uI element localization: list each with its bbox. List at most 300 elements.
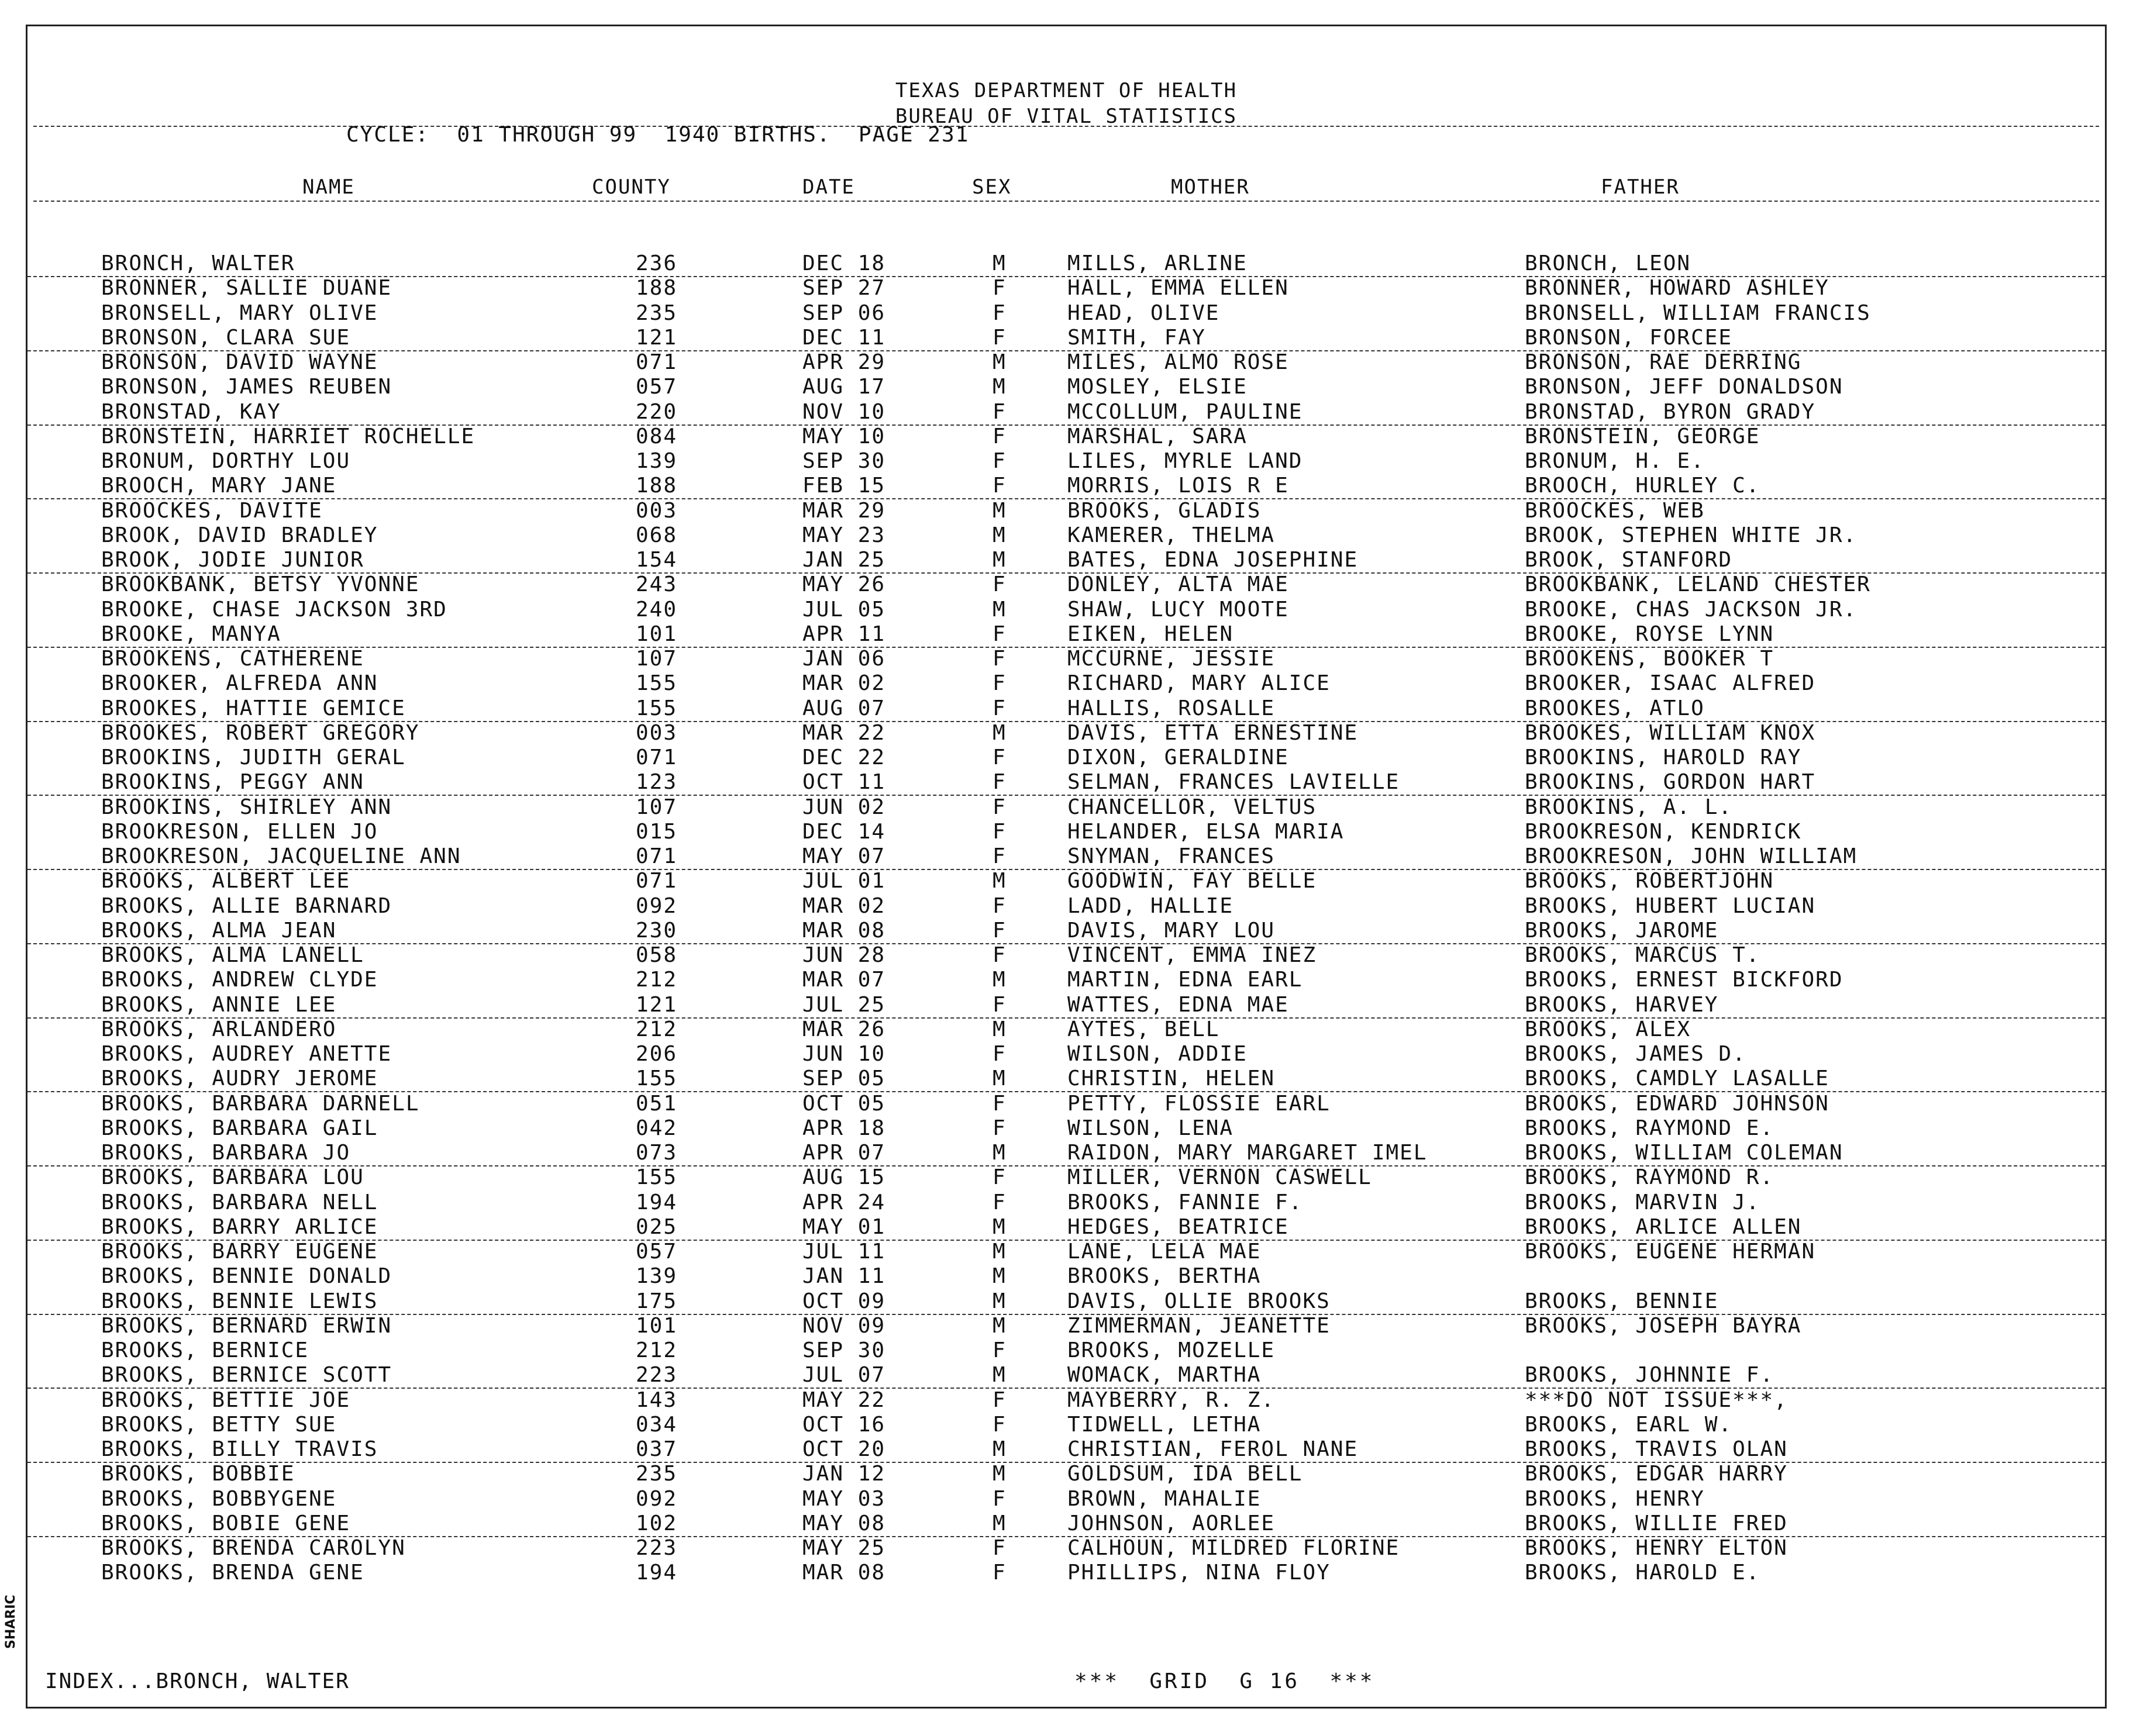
- record-father: BROOKS, HARVEY: [1525, 992, 1719, 1017]
- record-row: [27, 1462, 2105, 1486]
- record-row: [27, 919, 2105, 944]
- record-name: BROOKS, BETTY SUE: [101, 1412, 337, 1437]
- record-sex: F: [993, 1536, 1007, 1560]
- record-name: BROOKS, BERNARD ERWIN: [101, 1313, 392, 1338]
- record-name: BROOKS, ARLANDERO: [101, 1017, 337, 1041]
- record-name: BROOKS, ALMA JEAN: [101, 918, 337, 943]
- record-row: [27, 1338, 2105, 1363]
- record-county: 068: [636, 523, 678, 547]
- record-mother: EIKEN, HELEN: [1067, 622, 1234, 646]
- record-county: 143: [636, 1388, 678, 1412]
- record-county: 051: [636, 1091, 678, 1116]
- record-mother: GOODWIN, FAY BELLE: [1067, 869, 1317, 893]
- record-sex: F: [993, 1190, 1007, 1214]
- record-mother: WILSON, ADDIE: [1067, 1042, 1248, 1066]
- record-row: [27, 1240, 2105, 1264]
- record-county: 092: [636, 1486, 678, 1511]
- record-county: 003: [636, 720, 678, 745]
- record-row: [27, 326, 2105, 351]
- record-county: 042: [636, 1116, 678, 1140]
- record-row: [27, 943, 2105, 968]
- record-name: BRONSELL, MARY OLIVE: [101, 301, 378, 325]
- record-father: BRONSON, JEFF DONALDSON: [1525, 375, 1843, 399]
- record-county: 003: [636, 498, 678, 523]
- record-name: BROOKINS, JUDITH GERAL: [101, 746, 406, 769]
- record-father: BROOKES, ATLO: [1525, 696, 1705, 720]
- record-date: DEC 18: [802, 251, 886, 275]
- record-father: BROOKS, HENRY: [1525, 1486, 1705, 1511]
- record-date: MAR 02: [802, 671, 886, 696]
- record-mother: LILES, MYRLE LAND: [1067, 449, 1303, 473]
- record-date: MAR 08: [802, 918, 886, 943]
- record-date: SEP 05: [802, 1067, 886, 1091]
- record-county: 071: [636, 350, 678, 374]
- record-mother: MCCOLLUM, PAULINE: [1067, 399, 1303, 424]
- record-father: BROOKS, ARLICE ALLEN: [1525, 1214, 1802, 1239]
- record-row: [27, 1314, 2105, 1338]
- col-header-father: FATHER: [1601, 175, 1680, 199]
- record-row: [27, 721, 2105, 746]
- record-name: BROOKS, BARBARA GAIL: [101, 1116, 378, 1140]
- record-county: 139: [636, 449, 678, 473]
- record-name: BROOKRESON, JACQUELINE ANN: [101, 844, 461, 868]
- record-row: [27, 375, 2105, 399]
- record-father: BROOKINS, HAROLD RAY: [1525, 746, 1802, 769]
- record-sex: M: [993, 1462, 1007, 1486]
- record-father: BROOKBANK, LELAND CHESTER: [1525, 572, 1871, 597]
- record-sex: M: [993, 1363, 1007, 1388]
- record-county: 107: [636, 647, 678, 671]
- record-row: [27, 696, 2105, 722]
- record-father: BROOKS, HAROLD E.: [1525, 1561, 1760, 1585]
- record-row: [27, 350, 2105, 375]
- record-row: [27, 869, 2105, 893]
- record-county: 188: [636, 276, 678, 301]
- record-sex: F: [993, 325, 1007, 350]
- record-date: MAR 22: [802, 720, 886, 745]
- record-sex: F: [993, 572, 1007, 597]
- record-name: BROOKS, BARBARA DARNELL: [101, 1091, 420, 1116]
- record-sex: M: [993, 1289, 1007, 1313]
- record-date: MAY 10: [802, 424, 886, 448]
- record-date: APR 18: [802, 1116, 886, 1140]
- record-mother: MARSHAL, SARA: [1067, 424, 1248, 448]
- record-name: BROOKS, BARBARA JO: [101, 1141, 351, 1165]
- record-date: JAN 06: [802, 647, 886, 671]
- record-sex: M: [993, 1511, 1007, 1535]
- record-sex: M: [993, 1017, 1007, 1041]
- record-father: BROOKS, RAYMOND E.: [1525, 1116, 1774, 1140]
- record-row: [27, 1190, 2105, 1215]
- record-father: BROOKER, ISAAC ALFRED: [1525, 671, 1816, 696]
- record-county: 121: [636, 325, 678, 350]
- record-father: BRONSELL, WILLIAM FRANCIS: [1525, 301, 1871, 325]
- record-name: BROOKS, ANNIE LEE: [101, 992, 337, 1017]
- record-row: [27, 1042, 2105, 1067]
- col-header-date: DATE: [802, 175, 855, 199]
- record-sex: M: [993, 548, 1007, 572]
- record-county: 212: [636, 1338, 678, 1362]
- record-mother: WATTES, EDNA MAE: [1067, 992, 1289, 1017]
- record-county: 188: [636, 474, 678, 498]
- col-header-name: NAME: [302, 175, 355, 199]
- record-date: JUL 07: [802, 1363, 886, 1388]
- record-father: BROOKS, MARVIN J.: [1525, 1190, 1760, 1214]
- record-father: BROOCH, HURLEY C.: [1525, 474, 1760, 498]
- record-name: BROOK, DAVID BRADLEY: [101, 523, 378, 547]
- record-sex: M: [993, 498, 1007, 523]
- record-county: 223: [636, 1536, 678, 1560]
- record-father: ***DO NOT ISSUE***,: [1525, 1388, 1788, 1412]
- record-name: BROOKS, BERNICE: [101, 1338, 309, 1362]
- record-county: 155: [636, 1165, 678, 1190]
- record-date: SEP 06: [802, 301, 886, 325]
- record-date: DEC 14: [802, 819, 886, 844]
- record-county: 235: [636, 301, 678, 325]
- side-margin-mark: SHARIC: [4, 1595, 18, 1649]
- record-father: BROOKS, ALEX: [1525, 1017, 1691, 1041]
- record-sex: F: [993, 424, 1007, 448]
- record-mother: HALLIS, ROSALLE: [1067, 696, 1276, 720]
- record-row: [27, 1116, 2105, 1141]
- record-sex: M: [993, 1437, 1007, 1461]
- record-county: 155: [636, 671, 678, 696]
- record-date: MAY 07: [802, 844, 886, 868]
- record-date: MAY 08: [802, 1511, 886, 1535]
- record-father: BROOKS, EDWARD JOHNSON: [1525, 1091, 1829, 1116]
- record-mother: MOSLEY, ELSIE: [1067, 375, 1248, 399]
- record-date: AUG 07: [802, 696, 886, 720]
- record-date: OCT 11: [802, 770, 886, 795]
- record-row: [27, 572, 2105, 597]
- record-county: 223: [636, 1363, 678, 1388]
- record-name: BRONUM, DORTHY LOU: [101, 449, 351, 473]
- record-name: BRONCH, WALTER: [101, 251, 295, 275]
- record-father: BROOKS, MARCUS T.: [1525, 943, 1760, 967]
- record-name: BROOKS, BRENDA CAROLYN: [101, 1536, 406, 1560]
- record-name: BRONSON, DAVID WAYNE: [101, 350, 378, 374]
- record-row: [27, 1017, 2105, 1042]
- record-row: [27, 449, 2105, 474]
- record-row: [27, 548, 2105, 574]
- column-divider: [33, 201, 2099, 202]
- record-mother: DAVIS, MARY LOU: [1067, 918, 1276, 943]
- record-row: [27, 1092, 2105, 1116]
- record-name: BRONSON, CLARA SUE: [101, 325, 351, 350]
- record-date: APR 29: [802, 350, 886, 374]
- record-sex: F: [993, 399, 1007, 424]
- record-county: 212: [636, 968, 678, 992]
- record-row: [27, 770, 2105, 796]
- record-father: BROOKS, JAROME: [1525, 918, 1719, 943]
- record-father: BROOKS, ROBERTJOHN: [1525, 869, 1774, 893]
- record-date: JAN 25: [802, 548, 886, 572]
- record-mother: PETTY, FLOSSIE EARL: [1067, 1091, 1331, 1116]
- record-row: [27, 1363, 2105, 1389]
- record-date: AUG 15: [802, 1165, 886, 1190]
- record-sex: F: [993, 622, 1007, 646]
- record-father: BROOKS, ERNEST BICKFORD: [1525, 968, 1843, 992]
- record-mother: WOMACK, MARTHA: [1067, 1363, 1262, 1388]
- record-sex: M: [993, 1313, 1007, 1338]
- record-father: BRONSON, FORCEE: [1525, 325, 1733, 350]
- cycle-line: CYCLE: 01 THROUGH 99 1940 BIRTHS. PAGE 231: [346, 123, 970, 147]
- header-divider: [33, 126, 2099, 127]
- record-county: 025: [636, 1214, 678, 1239]
- record-date: MAY 26: [802, 572, 886, 597]
- record-row: [27, 968, 2105, 992]
- record-name: BROOKS, BARBARA NELL: [101, 1190, 378, 1214]
- record-mother: CHANCELLOR, VELTUS: [1067, 795, 1317, 819]
- record-name: BROOKS, BERNICE SCOTT: [101, 1363, 392, 1388]
- record-name: BROOKS, BENNIE LEWIS: [101, 1289, 378, 1313]
- record-sex: M: [993, 1067, 1007, 1091]
- record-father: BROOKS, TRAVIS OLAN: [1525, 1437, 1788, 1461]
- record-row: [27, 1215, 2105, 1241]
- col-header-mother: MOTHER: [1171, 175, 1250, 199]
- record-sex: F: [993, 1042, 1007, 1066]
- record-county: 107: [636, 795, 678, 819]
- record-row: [27, 820, 2105, 844]
- record-county: 058: [636, 943, 678, 967]
- record-county: 206: [636, 1042, 678, 1066]
- record-date: SEP 27: [802, 276, 886, 301]
- record-date: NOV 09: [802, 1313, 886, 1338]
- record-county: 102: [636, 1511, 678, 1535]
- record-father: BROOKINS, GORDON HART: [1525, 770, 1816, 795]
- record-date: MAY 22: [802, 1388, 886, 1412]
- record-name: BROOKS, BOBBIE: [101, 1462, 295, 1486]
- record-name: BROOKS, BILLY TRAVIS: [101, 1437, 378, 1461]
- record-father: BROOCKES, WEB: [1525, 498, 1705, 523]
- record-sex: F: [993, 696, 1007, 720]
- record-row: [27, 424, 2105, 449]
- col-header-county: COUNTY: [592, 175, 671, 199]
- record-date: MAY 01: [802, 1214, 886, 1239]
- record-name: BROOKS, BOBIE GENE: [101, 1511, 351, 1535]
- record-name: BROOKRESON, ELLEN JO: [101, 819, 378, 844]
- record-sex: M: [993, 350, 1007, 374]
- record-row: [27, 746, 2105, 770]
- record-mother: BROOKS, FANNIE F.: [1067, 1190, 1303, 1214]
- record-county: 220: [636, 399, 678, 424]
- record-date: JUL 01: [802, 869, 886, 893]
- record-county: 175: [636, 1289, 678, 1313]
- record-mother: CHRISTIN, HELEN: [1067, 1067, 1276, 1091]
- record-sex: F: [993, 893, 1007, 918]
- record-row: [27, 1141, 2105, 1166]
- record-mother: MILES, ALMO ROSE: [1067, 350, 1289, 374]
- record-date: OCT 20: [802, 1437, 886, 1461]
- record-father: BROOKRESON, KENDRICK: [1525, 819, 1802, 844]
- record-name: BROOKES, HATTIE GEMICE: [101, 696, 406, 720]
- record-county: 230: [636, 918, 678, 943]
- record-sex: M: [993, 720, 1007, 745]
- record-name: BROOKENS, CATHERENE: [101, 647, 364, 671]
- record-date: JUL 25: [802, 992, 886, 1017]
- record-row: [27, 276, 2105, 301]
- record-name: BROOCKES, DAVITE: [101, 498, 323, 523]
- record-sex: M: [993, 869, 1007, 893]
- record-name: BROOKINS, PEGGY ANN: [101, 770, 364, 795]
- index-label: INDEX...BRONCH, WALTER: [45, 1669, 350, 1693]
- record-row: [27, 499, 2105, 523]
- record-mother: MILLS, ARLINE: [1067, 251, 1248, 275]
- record-date: DEC 22: [802, 746, 886, 769]
- record-name: BRONSON, JAMES REUBEN: [101, 375, 392, 399]
- record-sex: F: [993, 918, 1007, 943]
- record-sex: F: [993, 819, 1007, 844]
- record-father: BROOKS, WILLIE FRED: [1525, 1511, 1788, 1535]
- record-name: BRONSTAD, KAY: [101, 399, 281, 424]
- record-row: [27, 844, 2105, 870]
- record-date: MAY 03: [802, 1486, 886, 1511]
- record-sex: F: [993, 449, 1007, 473]
- record-sex: M: [993, 375, 1007, 399]
- record-date: FEB 15: [802, 474, 886, 498]
- record-row: [27, 301, 2105, 326]
- record-mother: LANE, LELA MAE: [1067, 1240, 1262, 1264]
- record-father: BROOKE, ROYSE LYNN: [1525, 622, 1774, 646]
- record-father: BROOKS, JOSEPH BAYRA: [1525, 1313, 1802, 1338]
- record-county: 073: [636, 1141, 678, 1165]
- record-father: BROOKES, WILLIAM KNOX: [1525, 720, 1816, 745]
- record-name: BROOKS, BOBBYGENE: [101, 1486, 337, 1511]
- record-date: OCT 09: [802, 1289, 886, 1313]
- record-name: BRONSTEIN, HARRIET ROCHELLE: [101, 424, 475, 448]
- ledger-page: [26, 25, 2107, 1709]
- record-father: BROOKS, CAMDLY LASALLE: [1525, 1067, 1829, 1091]
- record-sex: F: [993, 1486, 1007, 1511]
- record-date: JAN 12: [802, 1462, 886, 1486]
- record-name: BROOKS, ALLIE BARNARD: [101, 893, 392, 918]
- record-name: BROOKS, ALBERT LEE: [101, 869, 351, 893]
- record-row: [27, 1511, 2105, 1537]
- record-mother: TIDWELL, LETHA: [1067, 1412, 1262, 1437]
- record-date: MAR 08: [802, 1561, 886, 1585]
- record-row: [27, 993, 2105, 1019]
- record-row: [27, 1561, 2105, 1585]
- record-date: APR 07: [802, 1141, 886, 1165]
- record-row: [27, 1487, 2105, 1511]
- record-name: BROOKE, MANYA: [101, 622, 281, 646]
- record-father: BRONNER, HOWARD ASHLEY: [1525, 276, 1829, 301]
- record-sex: F: [993, 474, 1007, 498]
- record-mother: MAYBERRY, R. Z.: [1067, 1388, 1276, 1412]
- record-sex: M: [993, 1214, 1007, 1239]
- record-father: BRONCH, LEON: [1525, 251, 1691, 275]
- record-mother: KAMERER, THELMA: [1067, 523, 1276, 547]
- record-name: BROOKS, BRENDA GENE: [101, 1561, 364, 1585]
- record-name: BROOKS, BETTIE JOE: [101, 1388, 351, 1412]
- record-date: SEP 30: [802, 449, 886, 473]
- record-father: BROOKS, HENRY ELTON: [1525, 1536, 1788, 1560]
- record-date: NOV 10: [802, 399, 886, 424]
- record-mother: MARTIN, EDNA EARL: [1067, 968, 1303, 992]
- record-date: MAR 26: [802, 1017, 886, 1041]
- record-mother: MORRIS, LOIS R E: [1067, 474, 1289, 498]
- record-county: 194: [636, 1190, 678, 1214]
- record-county: 034: [636, 1412, 678, 1437]
- record-row: [27, 400, 2105, 426]
- record-mother: BROWN, MAHALIE: [1067, 1486, 1262, 1511]
- record-name: BROOKES, ROBERT GREGORY: [101, 720, 420, 745]
- record-mother: SHAW, LUCY MOOTE: [1067, 597, 1289, 622]
- record-row: [27, 251, 2105, 277]
- record-sex: F: [993, 770, 1007, 795]
- record-county: 155: [636, 1067, 678, 1091]
- record-date: OCT 05: [802, 1091, 886, 1116]
- record-mother: LADD, HALLIE: [1067, 893, 1234, 918]
- record-date: JUN 28: [802, 943, 886, 967]
- col-header-sex: SEX: [972, 175, 1012, 199]
- record-name: BROOKS, BARRY EUGENE: [101, 1240, 378, 1264]
- record-name: BROOKS, BENNIE DONALD: [101, 1264, 392, 1289]
- record-father: BROOKS, RAYMOND R.: [1525, 1165, 1774, 1190]
- department-title: TEXAS DEPARTMENT OF HEALTH: [895, 79, 1238, 102]
- record-mother: PHILLIPS, NINA FLOY: [1067, 1561, 1331, 1585]
- record-sex: F: [993, 1091, 1007, 1116]
- record-mother: VINCENT, EMMA INEZ: [1067, 943, 1317, 967]
- record-sex: F: [993, 1116, 1007, 1140]
- record-row: [27, 474, 2105, 499]
- record-sex: F: [993, 1561, 1007, 1585]
- record-name: BROOKE, CHASE JACKSON 3RD: [101, 597, 447, 622]
- record-county: 123: [636, 770, 678, 795]
- record-mother: JOHNSON, AORLEE: [1067, 1511, 1276, 1535]
- record-father: BRONUM, H. E.: [1525, 449, 1705, 473]
- record-mother: WILSON, LENA: [1067, 1116, 1234, 1140]
- record-mother: AYTES, BELL: [1067, 1017, 1220, 1041]
- record-row: [27, 523, 2105, 548]
- record-date: JUL 05: [802, 597, 886, 622]
- record-date: OCT 16: [802, 1412, 886, 1437]
- record-sex: F: [993, 1165, 1007, 1190]
- record-name: BROOKS, ANDREW CLYDE: [101, 968, 378, 992]
- record-county: 084: [636, 424, 678, 448]
- record-mother: DAVIS, OLLIE BROOKS: [1067, 1289, 1331, 1313]
- record-date: MAY 23: [802, 523, 886, 547]
- record-county: 194: [636, 1561, 678, 1585]
- record-sex: M: [993, 1141, 1007, 1165]
- record-sex: F: [993, 943, 1007, 967]
- record-name: BRONNER, SALLIE DUANE: [101, 276, 392, 301]
- record-father: BROOKS, JAMES D.: [1525, 1042, 1746, 1066]
- record-row: [27, 1437, 2105, 1463]
- record-county: 212: [636, 1017, 678, 1041]
- record-county: 155: [636, 696, 678, 720]
- record-row: [27, 1067, 2105, 1092]
- record-county: 015: [636, 819, 678, 844]
- record-father: BROOKS, BENNIE: [1525, 1289, 1719, 1313]
- record-father: BRONSON, RAE DERRING: [1525, 350, 1802, 374]
- record-mother: SNYMAN, FRANCES: [1067, 844, 1276, 868]
- record-mother: CALHOUN, MILDRED FLORINE: [1067, 1536, 1400, 1560]
- record-row: [27, 1289, 2105, 1315]
- record-county: 037: [636, 1437, 678, 1461]
- record-date: MAR 02: [802, 893, 886, 918]
- record-sex: F: [993, 301, 1007, 325]
- record-mother: HALL, EMMA ELLEN: [1067, 276, 1289, 301]
- record-father: BROOKRESON, JOHN WILLIAM: [1525, 844, 1858, 868]
- record-father: BROOKS, WILLIAM COLEMAN: [1525, 1141, 1843, 1165]
- record-row: [27, 1413, 2105, 1437]
- grid-label: *** GRID G 16 ***: [1074, 1669, 1375, 1693]
- record-mother: BATES, EDNA JOSEPHINE: [1067, 548, 1359, 572]
- bureau-title: BUREAU OF VITAL STATISTICS: [895, 105, 1238, 128]
- record-name: BROOKS, BARBARA LOU: [101, 1165, 364, 1190]
- record-date: MAR 29: [802, 498, 886, 523]
